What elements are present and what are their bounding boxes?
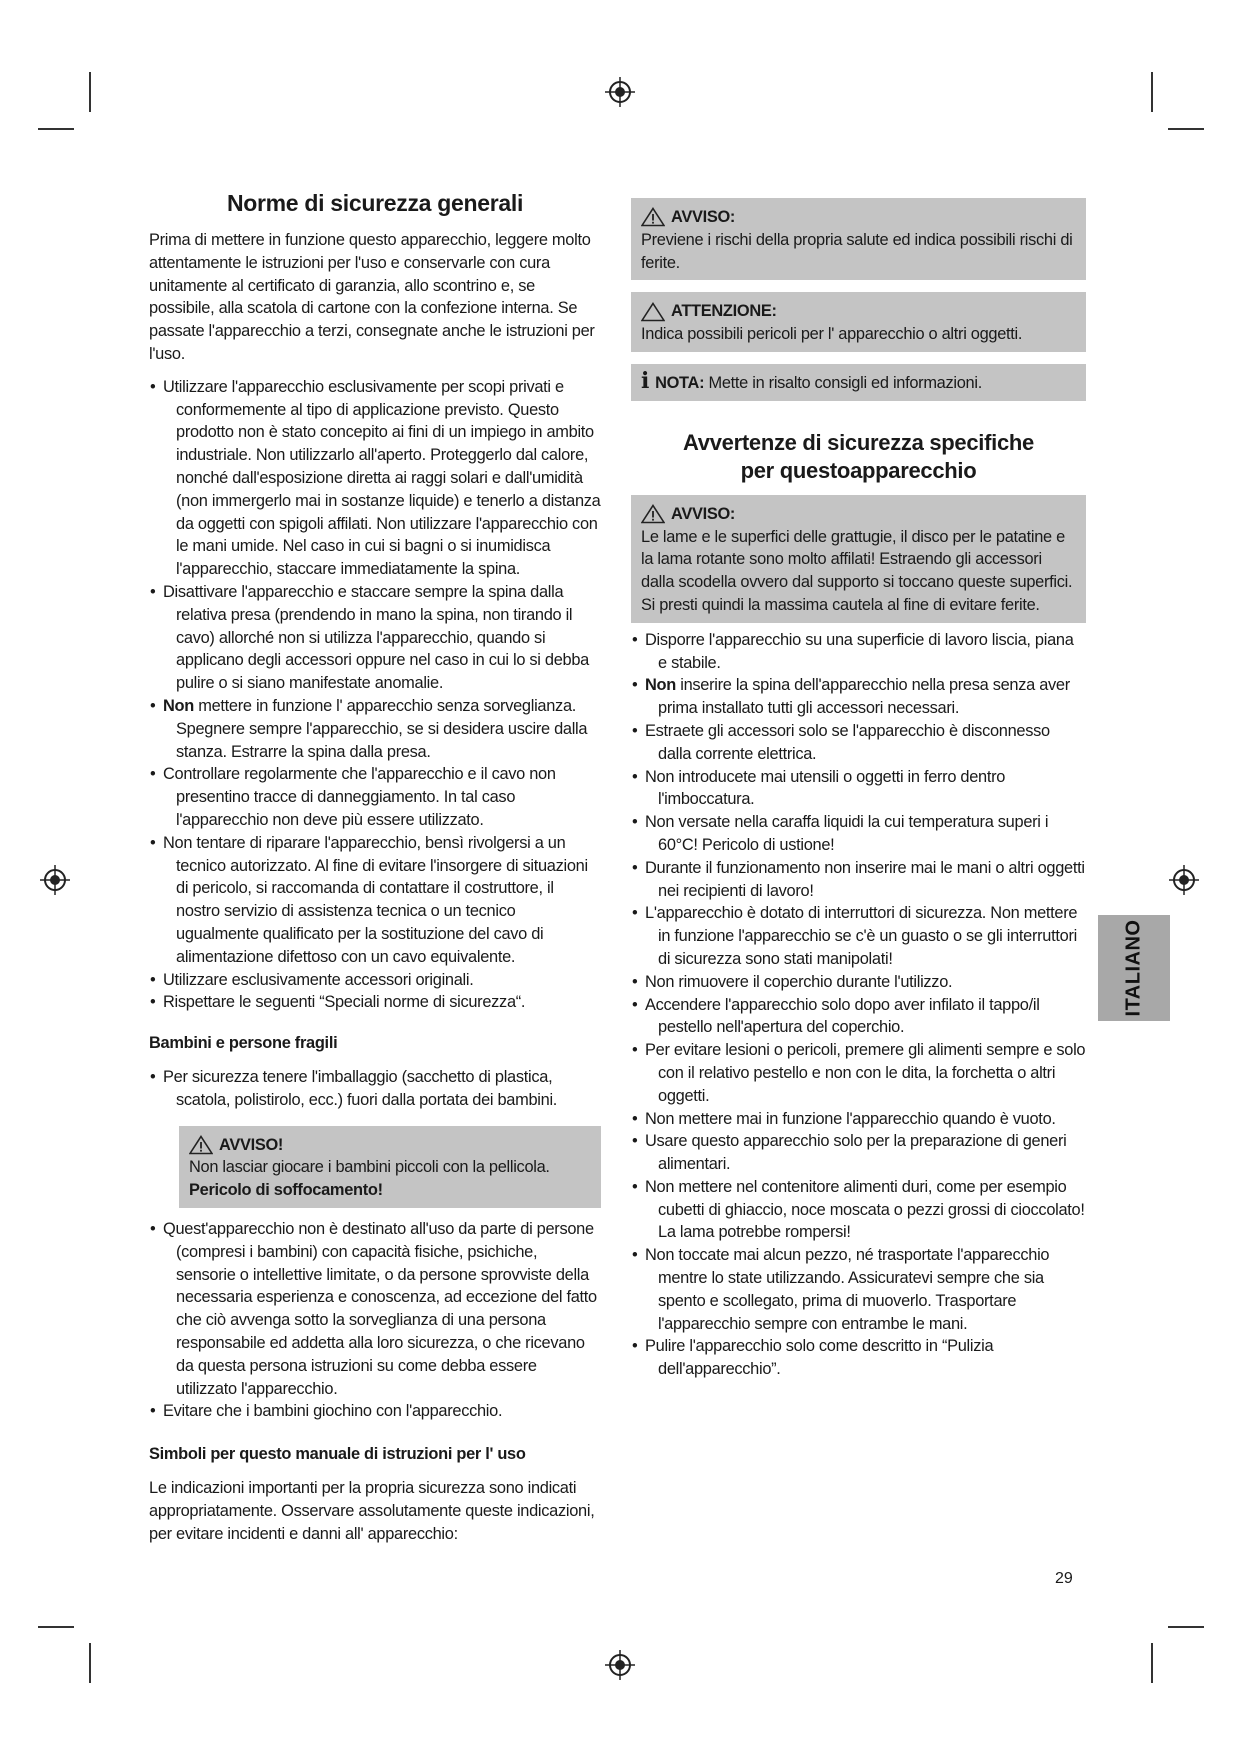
children-list [149,1066,601,1112]
specific-safety-list [631,629,1086,1381]
bold-lead: Non [163,696,194,715]
list-item: • Utilizzare l'apparecchio esclusivamente per scopi privati e conformemente al tipo di applicazione previsto. Questo prodotto non è stato concepito ai fini di un impiego in ambito industriale. Non utilizzarlo all'aperto. Proteggerlo dal calore, nonché dall'esposizione diretta ai raggi solari e dall'umidità (non immergerlo mai in sostanze liquide) e tenerlo a distanza da oggetti con spigoli affilati. Non utilizzare l'apparecchio con le mani umide. Nel caso in cui si bagni o si inumidisca l'apparecchio, staccare immediatamente la spina. [149,376,601,581]
list-item: • Pulire l'apparecchio solo come descritto in “Pulizia dell'apparecchio”. [631,1335,1086,1381]
warning-triangle-icon [189,1135,213,1155]
specific-warning-box [631,495,1086,623]
crop-mark [38,128,74,130]
list-item [149,695,601,763]
warning-text: Previene i rischi della propria salute ed indica possibili rischi di ferite. [641,230,1073,272]
registration-mark-icon [40,865,70,895]
list-item: • Utilizzare esclusivamente accessori originali. [149,969,601,992]
crop-mark [1151,1643,1153,1683]
crop-mark [1168,1626,1204,1628]
section-title-specific-safety [631,429,1086,485]
note-symbol-box [631,364,1086,401]
warning-header [641,206,1076,229]
crop-mark [38,1626,74,1628]
warning-text: Non lasciar giocare i bambini piccoli con la pellicola. [189,1158,550,1177]
list-item: • Non rimuovere il coperchio durante l'utilizzo. [631,971,1086,994]
list-item: • Evitare che i bambini giochino con l'apparecchio. [149,1400,601,1423]
list-item: • Per sicurezza tenere l'imballaggio (sacchetto di plastica, scatola, polistirolo, ecc.) fuori dalla portata dei bambini. [149,1066,601,1112]
item-text: mettere in funzione l' apparecchio senza sorveglianza. Spegnere sempre l'apparecchio, se si desidera uscire dalla stanza. Estrarre la spina dalla presa. [176,696,588,761]
children-warning-box [179,1126,601,1208]
children-list-2 [149,1218,601,1423]
right-column [631,198,1086,1381]
list-item: • Non mettere nel contenitore alimenti duri, come per esempio cubetti di ghiaccio, noce moscata o pezzi grossi di cioccolato! La lama potrebbe rompersi! [631,1176,1086,1244]
attention-text: Indica possibili pericoli per l' apparecchio o altri oggetti. [641,325,1023,344]
registration-mark-icon [1169,865,1199,895]
list-item: • Non mettere mai in funzione l'apparecchio quando è vuoto. [631,1108,1086,1131]
list-item: • Non toccate mai alcun pezzo, né trasportate l'apparecchio mentre lo state utilizzando. Assicuratevi sempre che sia spento e scollegato, prima di muoverlo. Trasportare l'apparecchio sempre con entrambe le mani. [631,1244,1086,1335]
language-tab [1098,915,1170,1021]
symbols-paragraph: Le indicazioni importanti per la propria sicurezza sono indicati appropriatamente. Osservare assolutamente queste indicazioni, per evitare incidenti e danni all' apparecchio: [149,1479,595,1543]
symbols-heading: Simboli per questo manuale di istruzioni per l' uso [149,1445,526,1464]
list-item: • Disporre l'apparecchio su una superficie di lavoro liscia, piana e stabile. [631,629,1086,675]
list-item: • Per evitare lesioni o pericoli, premere gli alimenti sempre e solo con il relativo pestello e non con le dita, la forchetta o altri oggetti. [631,1039,1086,1107]
crop-mark [1151,72,1153,112]
title-line: Avvertenze di sicurezza specifiche [683,429,1034,455]
list-item [631,674,1086,720]
info-icon: i [641,367,650,394]
warning-label: AVVISO: [671,504,736,523]
list-item: • Disattivare l'apparecchio e staccare sempre la spina dalla relativa presa (prendendo in mano la spina, non tirando il cavo) allorché non si utilizza l'apparecchio, quando si applicano degli accessori oppure nel caso in cui lo si debba pulire o si siano manifestate anomalie. [149,581,601,695]
list-item: • Usare questo apparecchio solo per la preparazione di generi alimentari. [631,1130,1086,1176]
children-heading: Bambini e persone fragili [149,1034,338,1053]
warning-symbol-box [631,198,1086,280]
list-item: • Rispettare le seguenti “Speciali norme di sicurezza“. [149,991,601,1014]
warning-bold-text: Pericolo di soffocamento! [189,1181,383,1200]
section-title-general-safety: Norme di sicurezza generali [226,190,524,216]
list-item: • Non introducete mai utensili o oggetti in ferro dentro l'imboccatura. [631,766,1086,812]
crop-mark [89,72,91,112]
general-safety-list [149,376,601,1014]
registration-mark-icon [605,77,635,107]
warning-triangle-icon [641,207,665,227]
list-item: • Durante il funzionamento non inserire mai le mani o altri oggetti nei recipienti di lavoro! [631,857,1086,903]
note-text: Mette in risalto consigli ed informazioni. [704,373,982,392]
registration-mark-icon [605,1650,635,1680]
warning-triangle-icon [641,504,665,524]
attention-symbol-box [631,292,1086,352]
attention-header [641,300,1076,323]
bold-lead: Non [645,676,676,695]
list-item: • Quest'apparecchio non è destinato all'uso da parte di persone (compresi i bambini) con capacità fisiche, psichiche, sensorie o intellettive limitate, o da persone sprovviste della necessaria esperienza e conoscenza, ad eccezione del fatto che ciò avvenga sotto la sorveglianza di una persona responsabile ed addetta alla loro sicurezza, o che ricevano da questa persona istruzioni su come debba essere utilizzato l'apparecchio. [149,1218,601,1400]
crop-mark [89,1643,91,1683]
list-item: • Controllare regolarmente che l'apparecchio e il cavo non presentino tracce di danneggiamento. In tal caso l'apparecchio non deve più essere utilizzato. [149,763,601,831]
caution-triangle-icon [641,302,665,322]
list-item: • Accendere l'apparecchio solo dopo aver infilato il tappo/il pestello nell'apertura del coperchio. [631,994,1086,1040]
intro-paragraph: Prima di mettere in funzione questo apparecchio, leggere molto attentamente le istruzioni per l'uso e conservarle con cura unitamente al certificato di garanzia, allo scontrino e, se possibile, alla scatola di cartone con la confezione interna. Se passate l'apparecchio a terzi, consegnate anche le istruzioni per l'uso. [149,231,595,363]
attention-label: ATTENZIONE: [671,302,777,321]
warning-header [641,503,1076,526]
title-line: per questoapparecchio [740,457,977,483]
list-item: • Non tentare di riparare l'apparecchio, bensì rivolgersi a un tecnico autorizzato. Al fine di evitare l'insorgere di situazioni di pericolo, si raccomanda di contattare il costruttore, il nostro servizio di assistenza tecnica o un tecnico ugualmente qualificato per la sostituzione del cavo di alimentazione difettoso con un cavo equivalente. [149,832,601,969]
note-label: NOTA: [655,373,705,392]
page-number: 29 [1055,1570,1073,1587]
left-column [149,190,601,1546]
language-label: ITALIANO [1122,919,1145,1017]
list-item: • Non versate nella caraffa liquidi la cui temperatura superi i 60°C! Pericolo di ustione! [631,811,1086,857]
warning-label: AVVISO! [219,1135,284,1154]
list-item: • Estraete gli accessori solo se l'apparecchio è disconnesso dalla corrente elettrica. [631,720,1086,766]
warning-header [189,1134,591,1157]
warning-label: AVVISO: [671,208,736,226]
item-text: inserire la spina dell'apparecchio nella presa senza aver prima installato tutti gli accessori necessari. [658,676,1070,718]
list-item: • L'apparecchio è dotato di interruttori di sicurezza. Non mettere in funzione l'apparecchio se c'è un guasto o se gli interruttori di sicurezza sono stati manipolati! [631,902,1086,970]
warning-text: Le lame e le superfici delle grattugie, il disco per le patatine e la lama rotante sono molto affilati! Estraendo gli accessori dalla scodella ovvero dal supporto si toccano queste superfici. Si presti quindi la massima cautela al fine di evitare ferite. [641,527,1073,614]
crop-mark [1168,128,1204,130]
